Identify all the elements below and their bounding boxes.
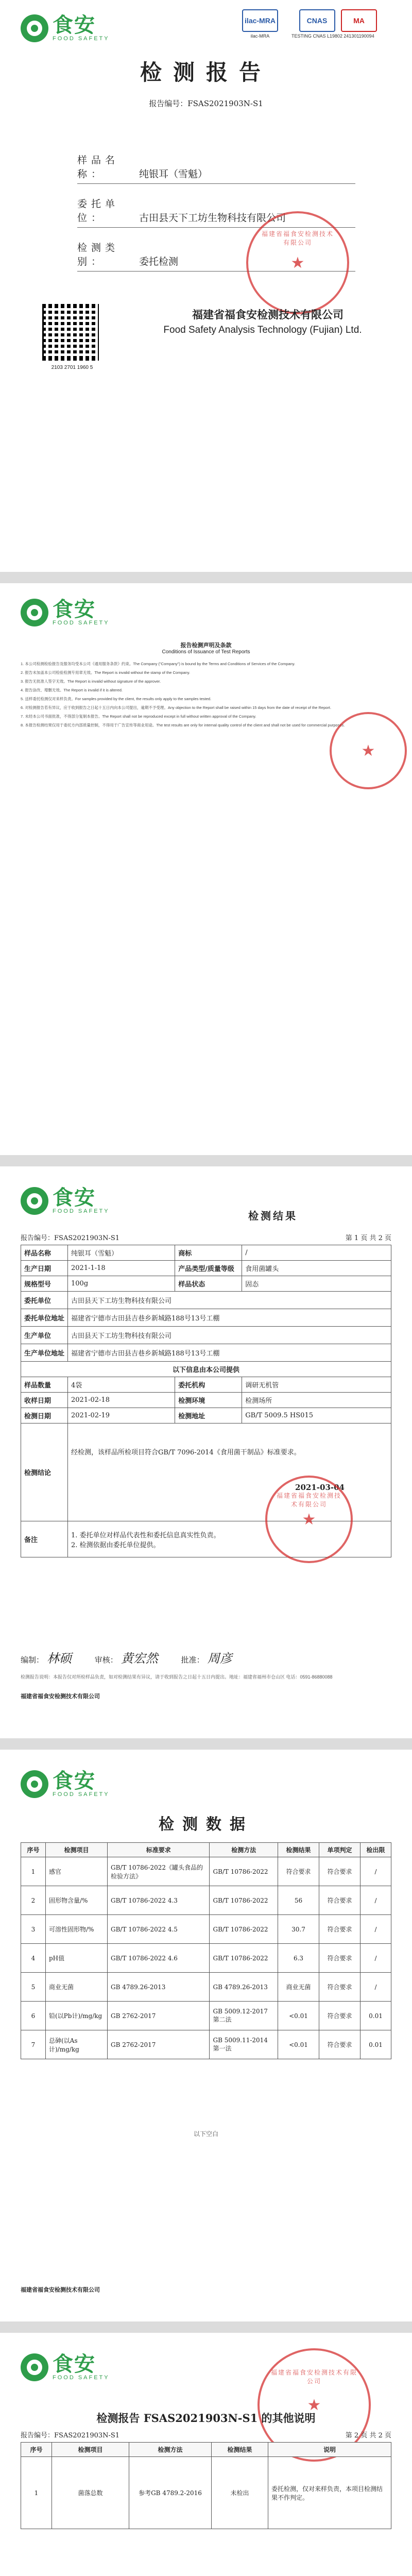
food-safety-logo-icon (21, 599, 48, 626)
cell: 符合要求 (319, 1886, 360, 1915)
field-value: 古田县天下工坊生物科技有限公司 (68, 1292, 391, 1309)
notes-table (21, 2442, 391, 2529)
condition-item: 1. 本公司检测检验报告及服务均受本公司《通用服务条款》约束。The Company ("Company") is bound by the Terms and Conditions of Services of the Company. (21, 662, 296, 666)
table-row (21, 1886, 391, 1915)
field-label: 委托单位地址 (21, 1309, 68, 1327)
field-value: 福建省宁德市古田县吉巷乡新城路188号13号工棚 (68, 1309, 391, 1327)
logo-cn: 食安 (53, 1187, 96, 1209)
signatures (21, 1648, 253, 1666)
cell: 3 (21, 1915, 46, 1944)
logo-cn: 食安 (53, 598, 96, 621)
cell: 符合要求 (319, 1915, 360, 1944)
company-logo (21, 1187, 110, 1215)
conditions-body (21, 660, 391, 731)
column-header: 检测方法 (210, 1843, 278, 1857)
signer-role: 编制： (21, 1655, 44, 1665)
cell: 6.3 (278, 1944, 319, 1973)
field-label: 生产日期 (21, 1261, 68, 1276)
cell: GB/T 10786-2022 4.3 (108, 1886, 210, 1915)
report-title: 检测报告 (140, 60, 272, 85)
footer-company: 福建省福食安检测技术有限公司 (21, 1693, 100, 1700)
field-label: 商标 (175, 1245, 242, 1261)
seal-star-icon: ★ (302, 1510, 316, 1529)
column-header: 检测结果 (278, 1843, 319, 1857)
section-title: 检测结果 (248, 1210, 298, 1222)
condition-item: 6. 对检测报告若有异议，应于收到报告之日起十五日内向本公司提出，逾期不予受理。Any objection to the Report shall be raised within 15 days from the date of receipt of the Report. (21, 705, 332, 710)
condition-item: 7. 未经本公司书面批准，不得部分复制本报告。The Report shall not be reproduced except in full without written approval of the Company. (21, 714, 256, 719)
cell: GB 2762-2017 (108, 2002, 210, 2030)
cell: GB 4789.26-2013 (210, 1973, 278, 2002)
report-number (21, 1232, 119, 1242)
field-value: 纯银耳（雪魁） (68, 1245, 175, 1261)
cell: 2 (21, 1886, 46, 1915)
company-seal (246, 211, 349, 314)
table-row (21, 2457, 391, 2529)
cell: GB/T 10786-2022 (210, 1944, 278, 1973)
logo-cn: 食安 (53, 2353, 96, 2376)
field-label: 产品类型/质量等级 (175, 1261, 242, 1276)
cell: GB 5009.11-2014 第一法 (210, 2030, 278, 2059)
seal-star-icon: ★ (361, 741, 375, 760)
cma-sub: 241301190094 (344, 33, 374, 39)
cnas-sub: TESTING CNAS L19802 (291, 33, 343, 39)
cell: GB/T 10786-2022 4.6 (108, 1944, 210, 1973)
ilac-sub: ilac-MRA (250, 33, 270, 39)
field-value: 调研无机管 (242, 1377, 391, 1393)
table-row (21, 1245, 391, 1261)
conditions-title-en: Conditions of Issuance of Test Reports (162, 649, 250, 655)
field-label: 收样日期 (21, 1393, 68, 1408)
cell: GB/T 10786-2022 (210, 1857, 278, 1886)
table-header-row (21, 2443, 391, 2457)
ilac-mark: ilac-MRA (242, 9, 278, 32)
table-header-row (21, 1843, 391, 1857)
cell: 5 (21, 1973, 46, 2002)
cell: <0.01 (278, 2030, 319, 2059)
report-number (0, 98, 412, 109)
seal-star-icon: ★ (307, 2396, 321, 2414)
cell: / (360, 1915, 391, 1944)
field-label: 生产单位 (21, 1327, 68, 1344)
report-number-value: FSAS2021903N-S1 (54, 2432, 120, 2439)
table-row (21, 1309, 391, 1327)
ilac-badge (242, 9, 278, 39)
signer-name: 黄宏然 (121, 1651, 158, 1666)
field-label: 样品数量 (21, 1377, 68, 1393)
field-label: 检测结论 (21, 1423, 68, 1521)
info-value: 委托检测 (139, 256, 179, 267)
report-number-label: 报告编号： (149, 99, 188, 108)
provided-banner: 以下信息由本公司提供 (21, 1362, 391, 1377)
info-row-sample (77, 149, 355, 184)
cell: / (360, 1857, 391, 1886)
section-title: 检测数据 (159, 1816, 253, 1834)
condition-item: 5. 送样委托检测仅对来样负责。For samples provided by the client, the results only apply to the samples tested. (21, 697, 212, 701)
seal-text: 福建省福食安检测技术有限公司 (276, 1492, 341, 1508)
cell: GB 4789.26-2013 (108, 1973, 210, 2002)
column-header: 单项判定 (319, 1843, 360, 1857)
other-notes-page (0, 2333, 412, 2576)
cma-badge (341, 9, 377, 39)
info-label: 委托单位： (77, 198, 119, 224)
page-divider (0, 1738, 412, 1750)
cell: GB/T 10786-2022 4.5 (108, 1915, 210, 1944)
cell: <0.01 (278, 2002, 319, 2030)
field-value: 2021-02-18 (68, 1393, 175, 1408)
column-header: 序号 (21, 1843, 46, 1857)
column-header: 说明 (268, 2443, 391, 2457)
page-divider (0, 572, 412, 583)
cell: 商业无菌 (278, 1973, 319, 2002)
conclusion-text: 经检测，该样品所检项目符合GB/T 7096-2014《食用菌干制品》标准要求。 (71, 1449, 301, 1456)
cell: 固形物含量/% (46, 1886, 108, 1915)
logo-en: FOOD SAFETY (53, 1791, 110, 1798)
table-row (21, 1292, 391, 1309)
result-summary-page (0, 1166, 412, 1750)
cell: 委托检测，仅对来样负责，本项目检测结果不作判定。 (268, 2457, 391, 2529)
logo-en: FOOD SAFETY (53, 620, 110, 626)
column-header: 检出限 (360, 1843, 391, 1857)
info-label: 样品名称： (77, 155, 119, 180)
company-name-en: Food Safety Analysis Technology (Fujian) Ltd. (163, 325, 362, 335)
logo-cn: 食安 (53, 1770, 96, 1792)
page-divider (0, 1155, 412, 1166)
food-safety-logo-icon (21, 2353, 48, 2381)
cell: 0.01 (360, 2002, 391, 2030)
field-label: 委托单位 (21, 1292, 68, 1309)
seal-text: 福建省福食安检测技术有限公司 (261, 230, 334, 246)
field-label: 规格型号 (21, 1276, 68, 1292)
table-row (21, 1261, 391, 1276)
cell: / (360, 1973, 391, 2002)
field-label: 检测环境 (175, 1393, 242, 1408)
logo-en: FOOD SAFETY (53, 2375, 110, 2381)
food-safety-logo-icon (21, 1187, 48, 1215)
company-logo (21, 2353, 110, 2381)
cell: 4 (21, 1944, 46, 1973)
table-row (21, 1362, 391, 1377)
condition-item: 3. 报告无批准人签字无效。The Report is invalid without signature of the approver. (21, 679, 161, 684)
company-logo (21, 599, 110, 626)
cell: / (360, 1944, 391, 1973)
company-seal (330, 712, 407, 789)
company-name-cn: 福建省福食安检测技术有限公司 (192, 308, 344, 321)
company-logo (21, 14, 110, 42)
table-row (21, 1344, 391, 1362)
condition-item: 2. 报告未加盖本公司检验检测专用章无效。The Report is invalid without the stamp of the Company. (21, 670, 191, 675)
table-row (21, 2030, 391, 2059)
logo-cn: 食安 (53, 14, 96, 37)
cell: 1 (21, 1857, 46, 1886)
cell: GB/T 10786-2022 (210, 1886, 278, 1915)
conditions-title-cn: 报告检测声明及条款 (180, 642, 232, 649)
table-row (21, 2002, 391, 2030)
seal-text: 福建省福食安检测技术有限公司 (270, 2368, 357, 2385)
conditions-page (0, 583, 412, 1166)
cell: GB 5009.12-2017 第二法 (210, 2002, 278, 2030)
field-value: 固态 (242, 1276, 391, 1292)
report-number-label: 报告编号： (21, 2432, 55, 2439)
column-header: 检测结果 (212, 2443, 268, 2457)
cell: 菌落总数 (52, 2457, 129, 2529)
cell: 参考GB 4789.2-2016 (129, 2457, 212, 2529)
signer-role: 审核： (94, 1655, 118, 1665)
field-label: 委托机构 (175, 1377, 242, 1393)
signer-name: 林硕 (47, 1651, 72, 1666)
test-data-table (21, 1842, 391, 2059)
company-seal (265, 1476, 353, 1563)
field-value: GB/T 5009.5 HS015 (242, 1408, 391, 1423)
cell: / (360, 1886, 391, 1915)
field-value: 食用菌罐头 (242, 1261, 391, 1276)
table-row (21, 1944, 391, 1973)
column-header: 序号 (21, 2443, 52, 2457)
cell: 0.01 (360, 2030, 391, 2059)
cell: 6 (21, 2002, 46, 2030)
qr-code-pattern (42, 304, 99, 361)
column-header: 检测项目 (46, 1843, 108, 1857)
qr-code-text: 2103 2701 1960 5 (51, 365, 93, 370)
cell: 总砷(以As计)/mg/kg (46, 2030, 108, 2059)
table-row (21, 1393, 391, 1408)
info-value: 古田县天下工坊生物科技有限公司 (139, 212, 286, 224)
field-label: 检测日期 (21, 1408, 68, 1423)
page-divider (0, 2321, 412, 2333)
table-row (21, 1377, 391, 1393)
field-label: 备注 (21, 1521, 68, 1557)
cell: 感官 (46, 1857, 108, 1886)
cell: 符合要求 (319, 1857, 360, 1886)
cell: 铅(以Pb计)/mg/kg (46, 2002, 108, 2030)
test-data-page (0, 1750, 412, 2333)
cell: GB 2762-2017 (108, 2030, 210, 2059)
cell: GB/T 10786-2022《罐头食品的检验方法》 (108, 1857, 210, 1886)
field-value: 古田县天下工坊生物科技有限公司 (68, 1327, 391, 1344)
field-label: 样品名称 (21, 1245, 68, 1261)
field-label: 生产单位地址 (21, 1344, 68, 1362)
cnas-mark: CNAS (299, 9, 335, 32)
column-header: 标准要求 (108, 1843, 210, 1857)
cnas-badge (291, 9, 342, 39)
footer-company: 福建省福食安检测技术有限公司 (21, 2286, 100, 2293)
field-value: / (242, 1245, 391, 1261)
cell: 可溶性固形物/% (46, 1915, 108, 1944)
table-row (21, 1408, 391, 1423)
info-label: 检测类别： (77, 242, 119, 267)
cell: 商业无菌 (46, 1973, 108, 2002)
cell: 符合要求 (278, 1857, 319, 1886)
field-label: 样品状态 (175, 1276, 242, 1292)
page-number: 第 2 页 共 2 页 (345, 2432, 391, 2439)
field-value: 2021-02-19 (68, 1408, 175, 1423)
remark-line: 2. 检测依据由委托单位提供。 (71, 1541, 160, 1549)
cma-mark: MA (341, 9, 377, 32)
table-row (21, 1327, 391, 1344)
cell: 未检出 (212, 2457, 268, 2529)
table-row (21, 1973, 391, 2002)
cell: 符合要求 (319, 2030, 360, 2059)
field-value: 福建省宁德市古田县吉巷乡新城路188号13号工棚 (68, 1344, 391, 1362)
remark-line: 1. 委托单位对样品代表性和委托信息真实性负责。 (71, 1531, 220, 1539)
column-header: 检测项目 (52, 2443, 129, 2457)
signer-name: 周彦 (207, 1651, 232, 1666)
report-number (21, 2430, 119, 2439)
company-logo (21, 1770, 110, 1798)
field-value: 2021-1-18 (68, 1261, 175, 1276)
condition-item: 4. 报告涂改、增删无效。The Report is invalid if it is altered. (21, 688, 123, 692)
seal-star-icon: ★ (290, 253, 305, 272)
cell: 符合要求 (319, 1973, 360, 2002)
cell: 56 (278, 1886, 319, 1915)
report-number-value: FSAS2021903N-S1 (54, 1234, 120, 1242)
stamp-date: 2021-03-04 (295, 1483, 345, 1492)
field-value: 4袋 (68, 1377, 175, 1393)
cell: 符合要求 (319, 2002, 360, 2030)
field-label: 检测地址 (175, 1408, 242, 1423)
cover-page (0, 0, 412, 583)
blank-note: 以下空白 (193, 2130, 218, 2138)
food-safety-logo-icon (21, 14, 48, 42)
cell: 30.7 (278, 1915, 319, 1944)
report-number-value: FSAS2021903N-S1 (187, 99, 263, 108)
page-number: 第 1 页 共 2 页 (345, 1234, 391, 1242)
cell: 符合要求 (319, 1944, 360, 1973)
cell: 7 (21, 2030, 46, 2059)
field-value: 100g (68, 1276, 175, 1292)
footer-note: 检测报告说明：本报告仅对所检样品负责，如对检测结果有异议，请于收到报告之日起十五日内提出。地址：福建省福州市仓山区 电话：0591-86880088 (21, 1674, 333, 1680)
notes-title: 检测报告 FSAS2021903N-S1 的其他说明 (96, 2412, 316, 2425)
table-row (21, 1915, 391, 1944)
cell: 1 (21, 2457, 52, 2529)
food-safety-logo-icon (21, 1770, 48, 1798)
cell: pH值 (46, 1944, 108, 1973)
cell: GB/T 10786-2022 (210, 1915, 278, 1944)
column-header: 检测方法 (129, 2443, 212, 2457)
table-row (21, 1857, 391, 1886)
logo-en: FOOD SAFETY (53, 36, 110, 42)
logo-en: FOOD SAFETY (53, 1208, 110, 1214)
report-number-label: 报告编号： (21, 1234, 55, 1242)
info-value: 纯银耳（雪魁） (139, 168, 208, 180)
table-row (21, 1276, 391, 1292)
field-value: 检测场所 (242, 1393, 391, 1408)
condition-item: 8. 本报告检测结果仅用于委托方内部质量控制，不得用于广告宣传等商业用途。The test results are only for internal quality control of the client and shall not be used for commercial purposes. (21, 723, 345, 727)
signer-role: 批准： (181, 1655, 204, 1665)
